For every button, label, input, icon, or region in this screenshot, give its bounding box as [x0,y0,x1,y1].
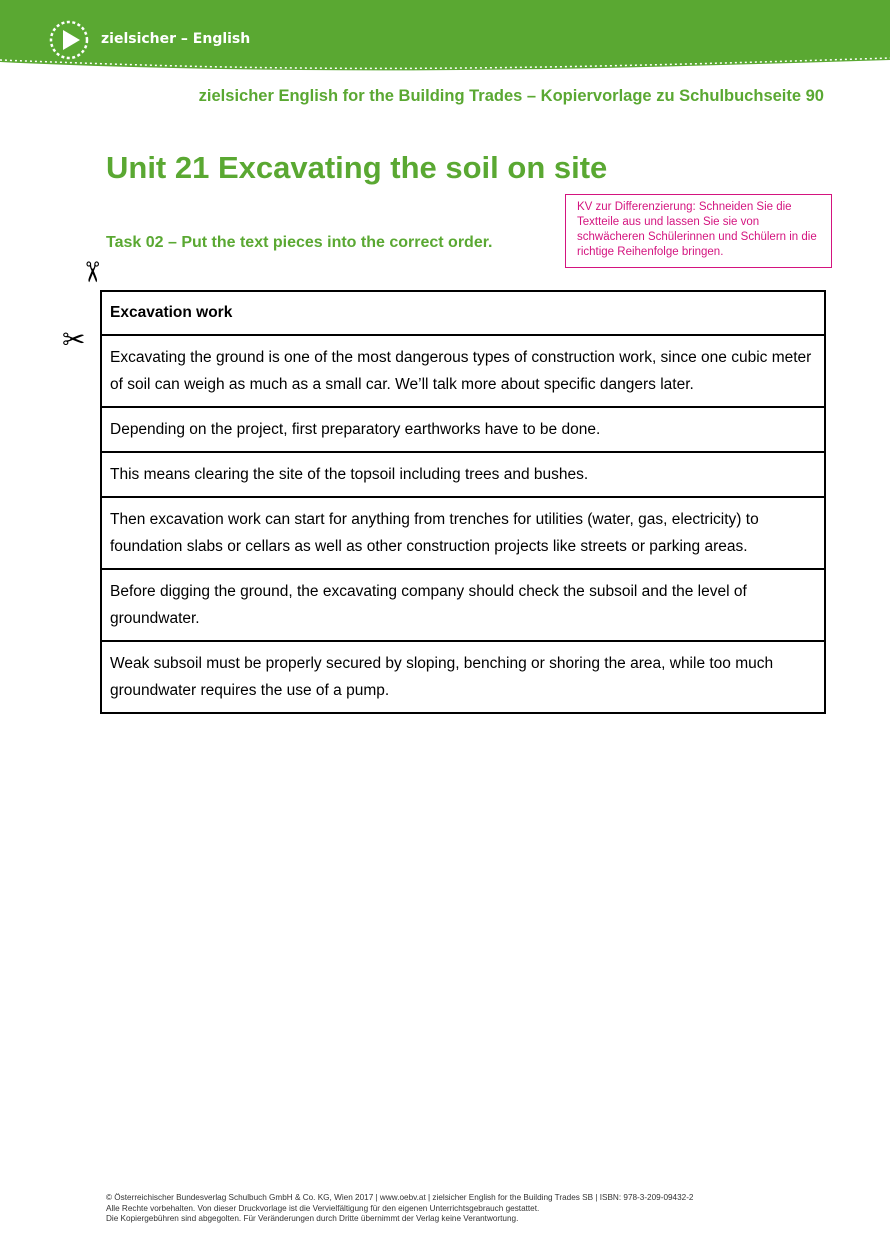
text-strip: Depending on the project, first preparatory earthworks have to be done. [100,406,826,453]
scissors-icon: ✂ [76,260,108,284]
text-strips [100,292,826,714]
header-subtitle: zielsicher English for the Building Trades – Kopiervorlage zu Schulbuchseite 90 [198,87,824,105]
footer-rights: Alle Rechte vorbehalten. Von dieser Druckvorlage ist die Vervielfältigung für den eigenen Unterrichtsgebrauch gestattet. [106,1203,540,1213]
footer-disclaimer: Die Kopiergebühren sind abgegolten. Für Veränderungen durch Dritte übernimmt der Verlag keine Verantwortung. [106,1214,519,1223]
text-strip: This means clearing the site of the topsoil including trees and bushes. [100,451,826,498]
task-title: Task 02 – Put the text pieces into the correct order. [106,234,493,251]
text-strip: Then excavation work can start for anything from trenches for utilities (water, gas, electricity) to foundation slabs or cellars as well as other construction projects like streets or parking areas. [100,496,826,570]
text-strip: Excavating the ground is one of the most dangerous types of construction work, since one cubic meter of soil can weigh as much as a small car. We’ll talk more about specific dangers later. [100,334,826,408]
text-strip: Before digging the ground, the excavating company should check the subsoil and the level of groundwater. [100,568,826,642]
footer-copyright: © Österreichischer Bundesverlag Schulbuch GmbH & Co. KG, Wien 2017 | www.oebv.at | zielsicher English for the Building Trades SB | ISBN: 978-3-209-09432-2 [106,1193,694,1202]
text-strip: Weak subsoil must be properly secured by sloping, benching or shoring the area, while too much groundwater requires the use of a pump. [100,640,826,714]
scissors-icon: ✂ [62,324,86,355]
brand-name: zielsicher – English [101,31,251,47]
teacher-note: KV zur Differenzierung: Schneiden Sie die Textteile aus und lassen Sie sie von schwächeren Schülerinnen und Schülern in die richtige Reihenfolge bringen. [565,194,832,268]
footer [106,1193,694,1225]
strip-heading: Excavation work [100,290,826,336]
page-title: Unit 21 Excavating the soil on site [106,150,608,185]
